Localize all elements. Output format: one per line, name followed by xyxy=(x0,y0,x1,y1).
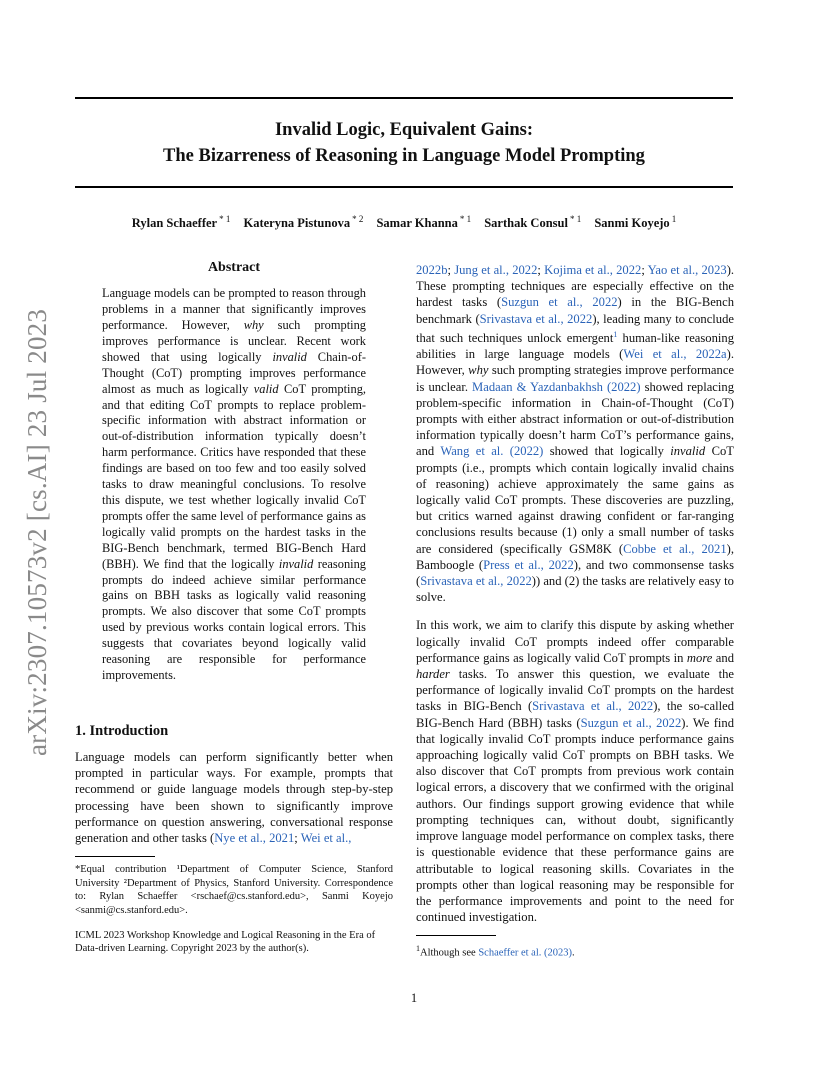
citation-link[interactable]: Suzgun et al., 2022 xyxy=(580,715,682,730)
abstract-emphasis: why xyxy=(243,318,264,333)
footnote-marker[interactable]: 1 xyxy=(613,329,618,339)
author xyxy=(132,216,231,230)
bottom-rule xyxy=(75,186,733,188)
footnote-text: . xyxy=(572,947,575,959)
body-text: In this work, we aim to clarify this dispute by asking whether logically invalid CoT prompts indeed offer comparable performance gains as logically valid CoT prompts in xyxy=(416,618,734,665)
citation-link[interactable]: Yao et al., 2023 xyxy=(647,263,727,277)
body-text: ). However, xyxy=(416,347,734,378)
emphasis-text: invalid xyxy=(670,444,706,459)
abstract-text: Language models can be prompted to reason through problems in a manner that significantly improves performance. However, xyxy=(102,286,366,333)
author xyxy=(594,216,676,230)
body-text: ; xyxy=(447,263,455,277)
arxiv-identifier-stamp: arXiv:2307.10573v2 [cs.AI] 23 Jul 2023 xyxy=(22,308,52,756)
citation-link[interactable]: Madaan & Yazdanbakhsh (2022) xyxy=(472,379,641,394)
intro-text: Language models can perform significantly better when prompted in particular ways. For example, prompts that recommend or guide language models through step-by-step processing have been shown to significantly improve performance on question answering, conversational response generation and other tasks ( xyxy=(75,750,393,846)
right-column xyxy=(416,262,734,960)
citation-link[interactable]: Press et al., 2022 xyxy=(483,557,574,572)
body-text: ). These prompting techniques are especially effective on the hardest tasks ( xyxy=(416,263,735,310)
citation-link[interactable]: Jung et al., 2022 xyxy=(454,263,538,277)
left-column xyxy=(75,260,393,956)
citation-link[interactable]: Wei et al., xyxy=(300,831,352,846)
author-affiliation: * 2 xyxy=(352,214,364,224)
emphasis-text: harder xyxy=(416,667,450,682)
abstract-body xyxy=(102,286,366,684)
body-text: ) in the BIG-Bench benchmark ( xyxy=(416,295,734,326)
citation-link[interactable]: Kojima et al., 2022 xyxy=(544,263,642,277)
section-heading-introduction: 1. Introduction xyxy=(75,722,169,739)
author-name: Sanmi Koyejo xyxy=(594,216,670,231)
emphasis-text: more xyxy=(686,650,713,665)
body-text: ), the so-called BIG-Bench Hard (BBH) tasks ( xyxy=(416,699,734,730)
abstract-text: such prompting improves performance is unclear. Recent work showed that using logically xyxy=(102,318,366,364)
intro-paragraph-2 xyxy=(416,617,734,925)
body-text: ), and two commonsense tasks ( xyxy=(416,557,734,589)
author-affiliation: * 1 xyxy=(219,214,231,224)
author xyxy=(243,216,363,230)
abstract-emphasis: valid xyxy=(253,381,279,396)
body-text: showed that logically xyxy=(543,444,671,459)
intro-paragraph xyxy=(75,749,393,846)
paper-title-line1: Invalid Logic, Equivalent Gains: xyxy=(274,120,534,140)
body-text: CoT prompts (i.e., prompts which contain logically invalid chains of reasoning) achieve approximately the same gains as logically valid CoT prompts. These discoveries are puzzling, but critics warned against drawing confident or far-ranging conclusions results because (1) only a small number of tasks are considered (specifically GSM8K ( xyxy=(416,444,734,556)
abstract-text: reasoning prompts do indeed achieve similar performance gains on BBH tasks as logically valid reasoning prompts. We also discover that some CoT prompts used by previous works contain logical errors. This suggests that covariates beyond logically valid reasoning are responsible for performance improvements. xyxy=(102,556,366,682)
body-text: ; xyxy=(537,263,545,277)
footnote-text: Although see xyxy=(420,947,479,959)
intro-paragraph-continued xyxy=(416,262,734,605)
citation-link[interactable]: Srivastava et al., 2022 xyxy=(420,574,532,589)
author-affiliation: 1 xyxy=(671,214,677,224)
author-name: Rylan Schaeffer xyxy=(131,216,218,231)
author-name: Kateryna Pistunova xyxy=(243,216,351,231)
body-text: and xyxy=(712,650,734,665)
body-text: )) and (2) the tasks are relatively easy to solve. xyxy=(416,574,734,605)
body-text: ), Bamboogle ( xyxy=(416,541,734,572)
author-affiliation: * 1 xyxy=(569,214,582,224)
body-text: ). We find that logically invalid CoT prompts induce performance gains approaching logically valid CoT prompts on BBH tasks. We also discover that CoT prompts from previous work contain logical errors, a discovery that we confirmed with the original authors. Our findings support growing evidence that while prompting techniques can, without doubt, significantly improve language model performance on complex tasks, there is questionable evidence that these performance gains are attributable to logical reasoning skills. Covariates in the prompts other than logical reasoning may be responsible for the performance improvements and point to the need for continued investigation. xyxy=(416,715,734,925)
citation-link[interactable]: Schaeffer et al. (2023) xyxy=(478,947,573,959)
top-rule xyxy=(75,97,733,99)
affiliation-footnote: *Equal contribution ¹Department of Computer Science, Stanford University ²Department of Physics, Stanford University. Correspondence to: Rylan Schaeffer <rschaef@cs.stanford.edu>, Sanmi Koyejo <sanmi@cs.stanford.edu>. xyxy=(75,864,393,916)
body-text: ; xyxy=(641,263,648,277)
abstract-text: CoT prompting, and that editing CoT prompts to replace problem-specific information with abstract information or out-of-distribution information typically doesn’t harm performance. Critics have responded that these findings are based on too few and too easily solved tasks to draw meaningful conclusions. To resolve this dispute, we test whether logically invalid CoT prompts offer the same level of performance gains as logically valid prompts on the hardest tasks in the BIG-Bench benchmark, termed BIG-Bench Hard (BBH). We find that the logically xyxy=(102,381,366,571)
citation-link[interactable]: Wei et al., 2022a xyxy=(623,347,727,362)
citation-link[interactable]: Cobbe et al., 2021 xyxy=(623,541,727,556)
abstract-emphasis: invalid xyxy=(278,556,314,571)
body-text: showed replacing problem-specific information in Chain-of-Thought (CoT) prompts with either abstract information or out-of-distribution information typically doesn’t harm CoT’s performance gains, and xyxy=(416,379,734,459)
citation-link[interactable]: Suzgun et al., 2022 xyxy=(501,295,618,310)
venue-note: ICML 2023 Workshop Knowledge and Logical Reasoning in the Era of Data-driven Learning. Copyright 2023 by the author(s). xyxy=(75,929,376,955)
citation-link[interactable]: 2022b xyxy=(416,263,448,277)
footnote-1 xyxy=(416,942,734,960)
paper-title-line2: The Bizarreness of Reasoning in Language Model Prompting xyxy=(163,146,645,166)
footnote-rule xyxy=(75,856,155,857)
body-text: ), leading many to conclude that such techniques unlock emergent xyxy=(416,311,734,345)
abstract-emphasis: invalid xyxy=(272,349,307,364)
intro-text: ; xyxy=(294,831,301,846)
abstract-heading: Abstract xyxy=(207,260,261,275)
footnote-number: 1 xyxy=(416,944,420,954)
author-list xyxy=(75,214,733,231)
citation-link[interactable]: Wang et al. (2022) xyxy=(440,444,544,459)
author-affiliation: * 1 xyxy=(459,214,472,224)
abstract-text: Chain-of-Thought (CoT) prompting improves performance almost as much as logically xyxy=(102,349,366,396)
footnote-rule xyxy=(416,935,496,936)
body-text: tasks. To answer this question, we evaluate the performance of logically invalid CoT prompts on the hardest tasks in BIG-Bench ( xyxy=(416,667,734,714)
citation-link[interactable]: Srivastava et al., 2022 xyxy=(532,699,654,714)
author-name: Sarthak Consul xyxy=(484,216,568,231)
body-text: such prompting strategies improve performance is unclear. xyxy=(416,363,735,394)
citation-link[interactable]: Srivastava et al., 2022 xyxy=(479,311,593,326)
author xyxy=(376,216,471,230)
author-name: Samar Khanna xyxy=(376,216,458,231)
page-number: 1 xyxy=(410,991,418,1005)
author xyxy=(484,216,581,230)
emphasis-text: why xyxy=(468,363,489,378)
citation-link[interactable]: Nye et al., 2021 xyxy=(214,831,295,846)
body-text: human-like reasoning abilities in large language models ( xyxy=(416,331,734,362)
